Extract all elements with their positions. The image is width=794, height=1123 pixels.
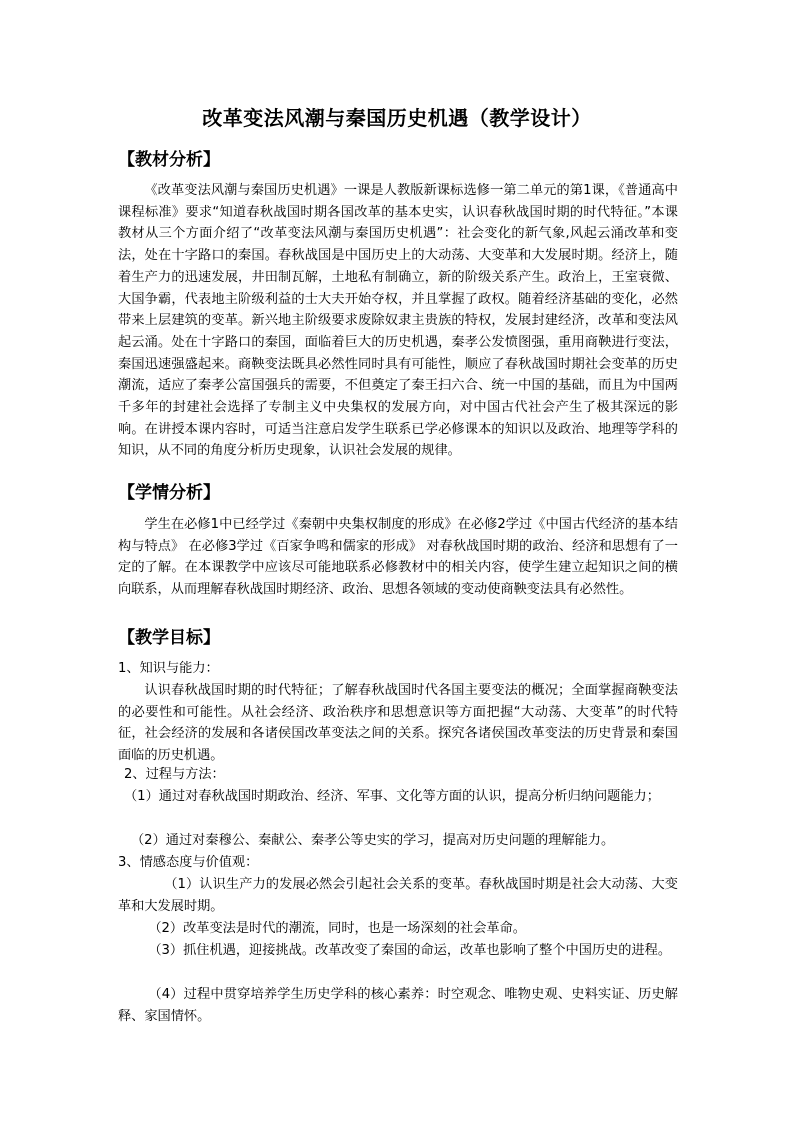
section-heading-textbook-analysis: 【教材分析】 [118, 150, 220, 170]
objective-process-label: 2、过程与方法： [124, 767, 225, 782]
section-heading-student-analysis: 【学情分析】 [118, 483, 220, 503]
student-analysis-paragraph: 学生在必修1中已经学过《秦朝中央集权制度的形成》在必修2学过《中国古代经济的基本结构与特点》 在必修3学过《百家争鸣和儒家的形成》 对春秋战国时期的政治、经济和思想有了一定的了解。在本课教学中应该尽可能地联系必修教材中的相关内容，使学生建立起知识之间的横向联系，从而理解春秋战国时期经济、政治、思想各领域的变动使商鞅变法具有必然性。 [118, 517, 678, 598]
objective-knowledge-label: 1、知识与能力： [118, 661, 219, 676]
objective-process-item-2: （2）通过对秦穆公、秦献公、秦孝公等史实的学习，提高对历史问题的理解能力。 [131, 833, 615, 848]
textbook-analysis-paragraph: 《改革变法风潮与秦国历史机遇》一课是人教版新课标选修一第二单元的第1课，《普通高中课程标准》要求“知道春秋战国时期各国改革的基本史实，认识春秋战国时期的时代特征。”本课教材从三个方面介绍了“改革变法风潮与秦国历史机遇”：社会变化的新气象,风起云涌改革和变法，处在十字路口的秦国。春秋战国是中国历史上的大动荡、大变革和大发展时期。经济上，随着生产力的迅速发展，井田制瓦解，土地私有制确立，新的阶级关系产生。政治上，王室衰微、大国争霸，代表地主阶级利益的士大夫开始夺权，并且掌握了政权。随着经济基础的变化，必然带来上层建筑的变革。新兴地主阶级要求废除奴隶主贵族的特权，发展封建经济，改革和变法风起云涌。处在十字路口的秦国，面临着巨大的历史机遇，秦孝公发愤图强，重用商鞅进行变法，秦国迅速强盛起来。商鞅变法既具必然性同时具有可能性，顺应了春秋战国时期社会变革的历史潮流，适应了秦孝公富国强兵的需要，不但奠定了秦王扫六合、统一中国的基础，而且为中国两千多年的封建社会选择了专制主义中央集权的发展方向，对中国古代社会产生了极其深远的影响。在讲授本课内容时，可适当注意启发学生联系已学必修课本的知识以及政治、地理等学科的知识，从不同的角度分析历史现象，认识社会发展的规律。 [118, 183, 678, 459]
objective-emotion-item-3: （3）抓住机遇，迎接挑战。改革改变了秦国的命运，改革也影响了整个中国历史的进程。 [148, 943, 672, 958]
document-title: 改革变法风潮与秦国历史机遇（教学设计） [202, 106, 592, 130]
objective-emotion-item-2: （2）改革变法是时代的潮流，同时，也是一场深刻的社会革命。 [148, 921, 526, 936]
section-heading-teaching-objectives: 【教学目标】 [118, 628, 220, 648]
objective-emotion-label: 3、情感态度与价值观： [118, 855, 259, 870]
objective-process-item-1: （1）通过对春秋战国时期政治、经济、军事、文化等方面的认识，提高分析归纳问题能力； [124, 789, 660, 804]
objective-knowledge-text: 认识春秋战国时期的时代特征；了解春秋战国时代各国主要变法的概况；全面掌握商鞅变法的必要性和可能性。从社会经济、政治秩序和思想意识等方面把握“大动荡、大变革”的时代特征，社会经济的发展和各诸侯国改革变法之间的关系。探究各诸侯国改革变法的历史背景和秦国面临的历史机遇。 [118, 683, 678, 764]
objective-emotion-item-1: （1）认识生产力的发展必然会引起社会关系的变革。春秋战国时期是社会大动荡、大变革和大发展时期。 [118, 877, 678, 914]
objective-emotion-item-4: （4）过程中贯穿培养学生历史学科的核心素养：时空观念、唯物史观、史料实证、历史解释、家国情怀。 [118, 987, 678, 1024]
